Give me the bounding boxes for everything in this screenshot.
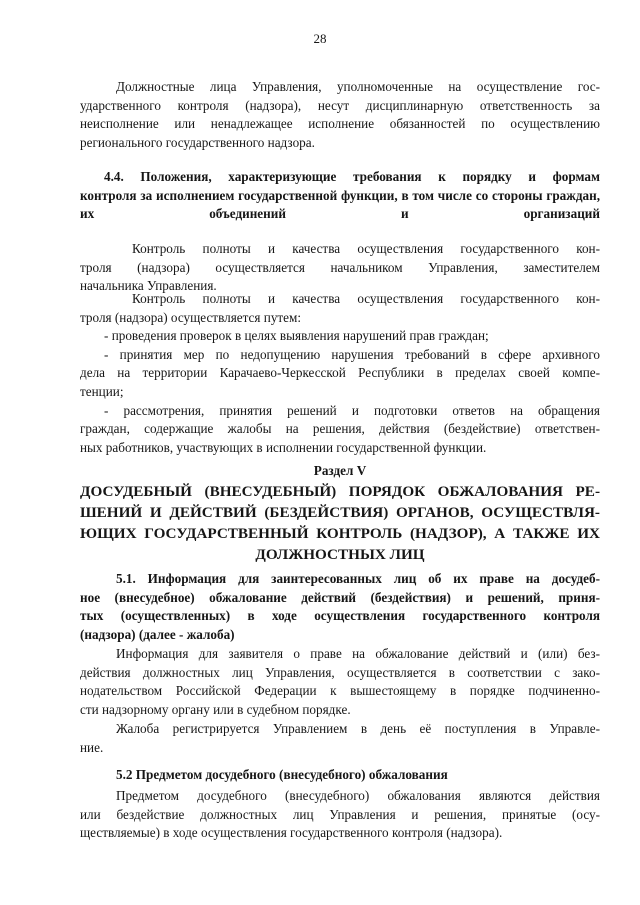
text-line: Информация для заявителя о праве на обжалование действий и (или) без- <box>116 646 600 661</box>
text-line: действия должностных лиц Управления, осуществляется в соответствии с зако- <box>80 664 600 680</box>
list-item: - рассмотрения, принятия решений и подготовки ответов на обращения <box>104 402 600 418</box>
text-line: Должностные лица Управления, уполномоченные на осуществление гос- <box>116 79 600 94</box>
paragraph-control-methods <box>80 290 600 457</box>
text-line: сти надзорному органу или в судебном порядке. <box>80 701 351 717</box>
page-number: 28 <box>313 31 327 46</box>
paragraph-control-by-head <box>80 240 600 296</box>
heading-line: (надзора) (далее - жалоба) <box>80 626 235 642</box>
section-title-line: ДОСУДЕБНЫЙ (ВНЕСУДЕБНЫЙ) ПОРЯДОК ОБЖАЛОВАНИЯ РЕ- <box>80 482 600 500</box>
text-line: нодательством Российской Федерации к вышестоящему в порядке подчиненно- <box>80 683 600 699</box>
text-line: Контроль полноты и качества осуществления государственного кон- <box>132 291 600 306</box>
list-item: - принятия мер по недопущению нарушения требований в сфере архивного <box>104 346 600 362</box>
heading-line: 4.4. Положения, характеризующие требования к порядку и формам <box>104 169 600 184</box>
text-line: троля (надзора) осуществляется начальником Управления, заместителем <box>80 259 600 275</box>
section-title-line: ШЕНИЙ И ДЕЙСТВИЙ (БЕЗДЕЙСТВИЯ) ОРГАНОВ, ОСУЩЕСТВЛЯ- <box>80 503 600 521</box>
section-title-line: ДОЛЖНОСТНЫХ ЛИЦ <box>255 545 425 563</box>
paragraph-officials-responsibility <box>80 78 600 152</box>
text-line: Жалоба регистрируется Управлением в день её поступления в Управле- <box>116 721 600 736</box>
text-line: ных работников, участвующих в исполнении государственной функции. <box>80 439 487 455</box>
text-line: Контроль полноты и качества осуществления государственного кон- <box>132 241 600 256</box>
text-line: регионального государственного надзора. <box>80 134 315 150</box>
text-line: граждан, содержащие жалобы на решения, действия (бездействие) ответствен- <box>80 421 600 437</box>
text-line: ществляемые) в ходе осуществления государственного контроля (надзора). <box>80 825 503 841</box>
paragraph-appeal-info <box>80 645 600 719</box>
text-line: троля (надзора) осуществляется путем: <box>80 309 302 325</box>
section-5-heading <box>80 462 600 565</box>
text-line: неисполнение или ненадлежащее исполнение обязанностей по осуществлению <box>80 116 600 132</box>
heading-line: контроля за исполнением государственной функции, в том числе со стороны граждан, их объединений и организаций <box>80 187 600 222</box>
text-line: или бездействие должностных лиц Управления и решения, принятые (осу- <box>80 806 600 822</box>
text-line: ние. <box>80 739 104 755</box>
section-title-line: ЮЩИХ ГОСУДАРСТВЕННЫЙ КОНТРОЛЬ (НАДЗОР), А ТАКЖЕ ИХ <box>80 524 600 542</box>
text-line: дела на территории Карачаево-Черкесской Республики в пределах своей компе- <box>80 365 600 381</box>
heading-line: 5.1. Информация для заинтересованных лиц об их праве на досудеб- <box>116 571 600 586</box>
section-label: Раздел V <box>313 463 367 478</box>
paragraph-complaint-registration <box>80 720 600 757</box>
heading-line: 5.2 Предметом досудебного (внесудебного) обжалования <box>116 767 448 782</box>
heading-5-2 <box>80 766 600 785</box>
list-item: - проведения проверок в целях выявления нарушений прав граждан; <box>104 328 489 344</box>
heading-line: ное (внесудебное) обжалование действий (бездействия) и решений, приня- <box>80 589 600 605</box>
heading-line: тых (осуществленных) в ходе осуществления государственного контроля <box>80 608 600 624</box>
text-line: ударственного контроля (надзора), несут дисциплинарную ответственность за <box>80 97 600 113</box>
text-line: начальника Управления. <box>80 278 217 294</box>
heading-5-1 <box>80 570 600 644</box>
paragraph-appeal-subject <box>80 787 600 843</box>
text-line: Предметом досудебного (внесудебного) обжалования являются действия <box>116 788 600 803</box>
heading-4-4 <box>80 168 600 224</box>
text-line: тенции; <box>80 383 124 399</box>
